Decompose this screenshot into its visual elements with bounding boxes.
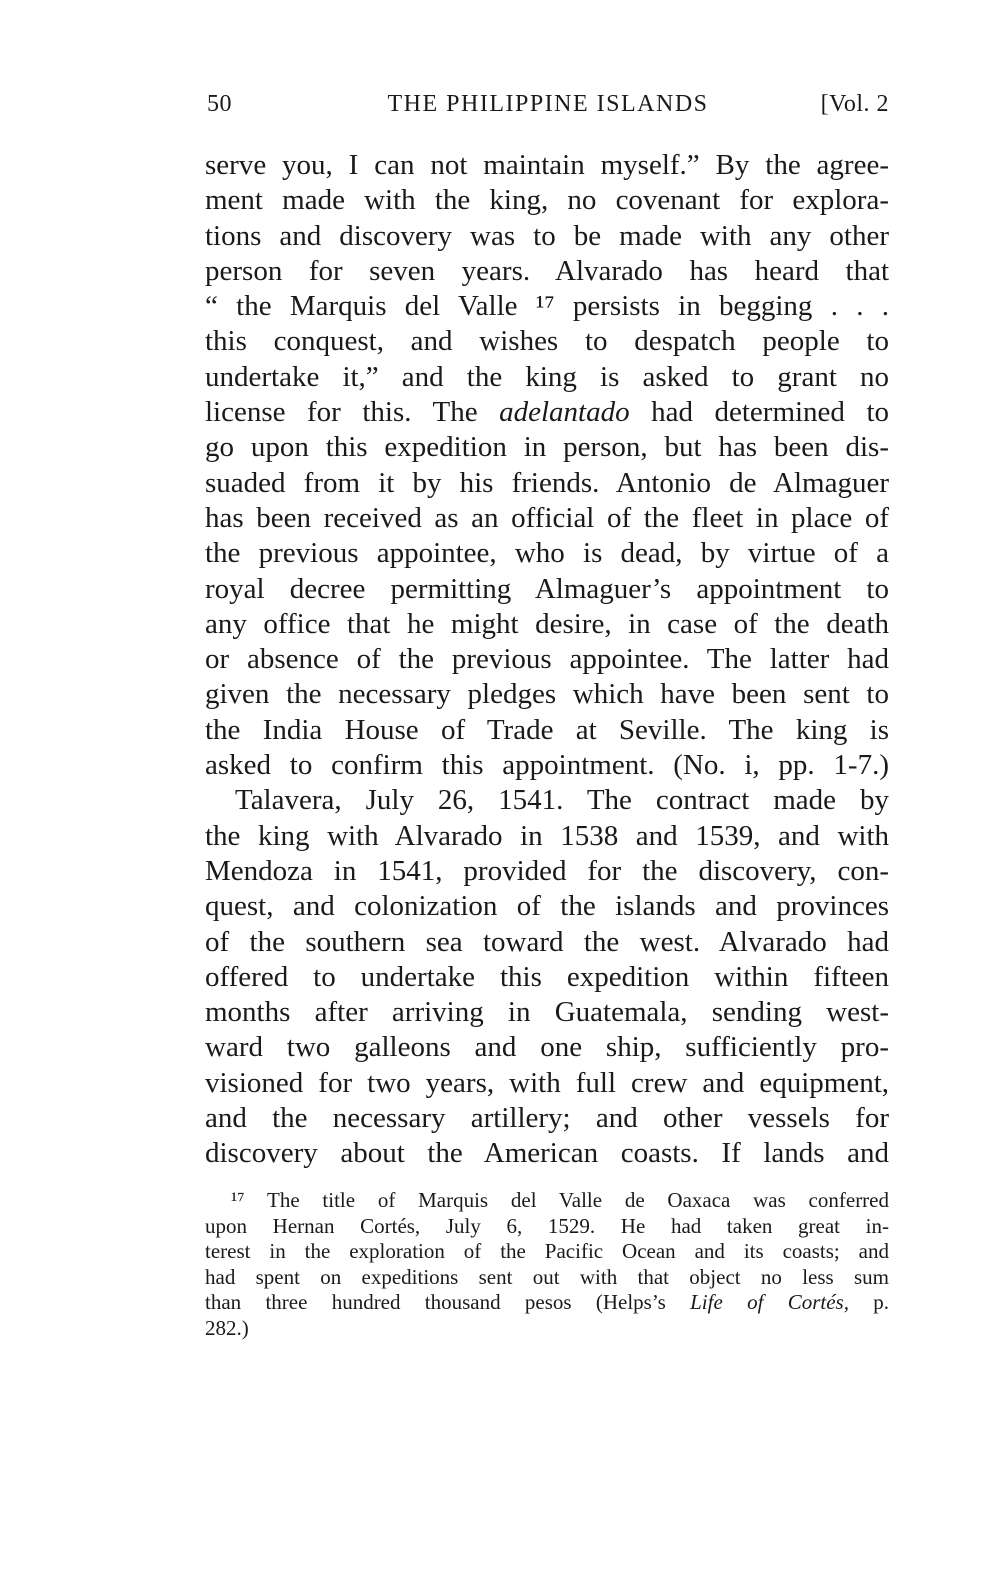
text-line: given the necessary pledges which have been sent to [205,678,889,711]
text-line: quest, and colonization of the islands and provinces [205,890,889,923]
page-number: 50 [207,91,232,117]
text-line: asked to confirm this appointment. (No. i, pp. 1-7.) [205,749,889,782]
footnote-line: terest in the exploration of the Pacific Ocean and its coasts; and [205,1239,889,1264]
text-line: offered to undertake this expedition within fifteen [205,960,889,993]
footnote-line: upon Hernan Cortés, July 6, 1529. He had taken great in- [205,1213,889,1238]
text-line: the India House of Trade at Seville. The king is [205,713,889,746]
text-line: this conquest, and wishes to despatch people to [205,325,889,358]
text-line: discovery about the American coasts. If lands and [205,1137,889,1170]
footnote-line: 282.) [205,1315,249,1340]
text-line: tions and discovery was to be made with any other [205,219,889,252]
text-line: Talavera, July 26, 1541. The contract made by [235,784,889,817]
main-text [205,148,889,1172]
text-line: and the necessary artillery; and other vessels for [205,1102,889,1135]
running-header [207,91,889,131]
text-line: “ the Marquis del Valle ¹⁷ persists in begging . . . [205,290,889,323]
text-line: serve you, I can not maintain myself.” By the agree- [205,149,889,181]
text-line: ment made with the king, no covenant for explora- [205,184,889,217]
text-line: the previous appointee, who is dead, by virtue of a [205,537,889,570]
text-line: undertake it,” and the king is asked to grant no [205,360,889,393]
text-line: the king with Alvarado in 1538 and 1539, and with [205,819,889,852]
footnote-line: ¹⁷ The title of Marquis del Valle de Oaxaca was conferred [231,1188,889,1212]
text-line: months after arriving in Guatemala, sending west- [205,996,889,1029]
text-line: person for seven years. Alvarado has heard that [205,254,889,287]
text-line: any office that he might desire, in case of the death [205,607,889,640]
text-line: royal decree permitting Almaguer’s appointment to [205,572,889,605]
volume-label: [Vol. 2 [820,91,889,117]
text-line: of the southern sea toward the west. Alvarado had [205,925,889,958]
text-line: suaded from it by his friends. Antonio de Almaguer [205,466,889,499]
text-line: go upon this expedition in person, but has been dis- [205,431,889,464]
footnote-line: had spent on expeditions sent out with that object no less sum [205,1264,889,1289]
footnote [205,1188,889,1342]
text-line: has been received as an official of the fleet in place of [205,501,889,534]
footnote-line: than three hundred thousand pesos (Helps’s Life of Cortés, p. [205,1290,889,1315]
text-line: ward two galleons and one ship, sufficiently pro- [205,1031,889,1064]
running-title: THE PHILIPPINE ISLANDS [387,91,709,117]
text-line: visioned for two years, with full crew and equipment, [205,1066,889,1099]
text-line: Mendoza in 1541, provided for the discovery, con- [205,854,889,887]
text-line: license for this. The adelantado had determined to [205,396,889,429]
text-line: or absence of the previous appointee. The latter had [205,643,889,676]
